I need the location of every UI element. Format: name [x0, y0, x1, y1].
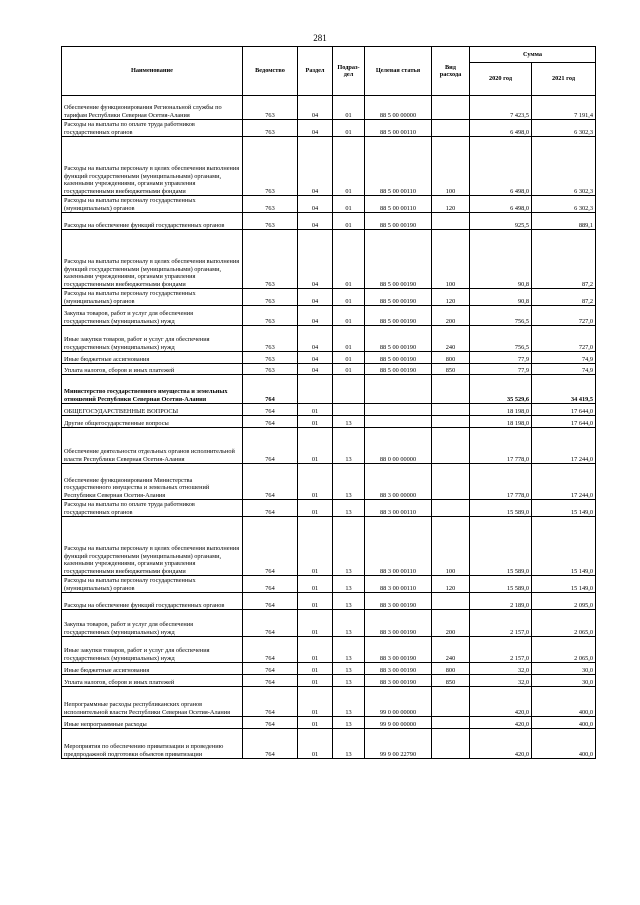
header-subsection: Подраз-дел [333, 47, 365, 96]
row-section: 01 [298, 517, 333, 576]
row-dept: 763 [243, 120, 298, 137]
row-target: 88 5 00 00190 [365, 364, 432, 375]
row-name: Непрограммные расходы республиканских органов исполнительной власти Республики Северная Осетия-Алания [62, 687, 243, 717]
row-target: 88 3 00 00190 [365, 610, 432, 637]
table-row [62, 687, 596, 717]
row-subsection: 01 [333, 364, 365, 375]
table-row [62, 352, 596, 364]
row-section: 01 [298, 729, 333, 759]
row-dept: 763 [243, 364, 298, 375]
row-section [298, 375, 333, 404]
row-section: 01 [298, 428, 333, 464]
row-sum-2021: 400,0 [532, 687, 596, 717]
row-target: 88 0 00 00000 [365, 428, 432, 464]
row-section: 01 [298, 576, 333, 593]
row-sum-2021: 400,0 [532, 729, 596, 759]
row-sum-2021: 74,9 [532, 352, 596, 364]
row-target: 88 3 00 00110 [365, 576, 432, 593]
row-expense [432, 416, 470, 428]
row-expense [432, 213, 470, 230]
row-name: Расходы на выплаты персоналу в целях обеспечения выполнения функций государственными (муниципальными) органами, казенными учреждениями, органами управления государственными внебюджетными фондами [62, 137, 243, 196]
row-dept: 764 [243, 637, 298, 663]
row-sum-2021: 6 302,3 [532, 120, 596, 137]
row-sum-2020: 15 589,0 [470, 500, 532, 517]
row-expense: 120 [432, 289, 470, 306]
row-target: 88 5 00 00000 [365, 96, 432, 120]
row-name: Расходы на выплаты по оплате труда работников государственных органов [62, 120, 243, 137]
row-section: 04 [298, 230, 333, 289]
table-row [62, 137, 596, 196]
row-expense: 120 [432, 196, 470, 213]
row-name: Иные бюджетные ассигнования [62, 663, 243, 675]
page-number: 281 [313, 33, 327, 43]
row-subsection: 13 [333, 416, 365, 428]
row-expense [432, 500, 470, 517]
row-name: Расходы на выплаты персоналу государственных (муниципальных) органов [62, 576, 243, 593]
row-sum-2020: 15 589,0 [470, 517, 532, 576]
row-section: 04 [298, 120, 333, 137]
row-sum-2021: 34 419,5 [532, 375, 596, 404]
row-sum-2021: 727,0 [532, 326, 596, 352]
row-sum-2020: 77,9 [470, 364, 532, 375]
table-row [62, 326, 596, 352]
row-sum-2020: 925,5 [470, 213, 532, 230]
header-sum: Сумма [470, 47, 596, 63]
table-row [62, 663, 596, 675]
row-dept: 763 [243, 352, 298, 364]
header-name: Наименование [62, 47, 243, 96]
row-dept: 763 [243, 196, 298, 213]
row-target: 88 5 00 00190 [365, 289, 432, 306]
row-expense: 100 [432, 137, 470, 196]
row-subsection: 01 [333, 137, 365, 196]
row-expense [432, 717, 470, 729]
row-sum-2020: 2 189,0 [470, 593, 532, 610]
row-sum-2020: 17 778,0 [470, 428, 532, 464]
row-dept: 764 [243, 416, 298, 428]
row-sum-2021: 727,0 [532, 306, 596, 326]
row-sum-2020: 7 423,5 [470, 96, 532, 120]
row-target: 88 3 00 00110 [365, 500, 432, 517]
row-name: ОБЩЕГОСУДАРСТВЕННЫЕ ВОПРОСЫ [62, 404, 243, 416]
row-expense [432, 96, 470, 120]
row-dept: 764 [243, 717, 298, 729]
row-sum-2020: 77,9 [470, 352, 532, 364]
row-sum-2021: 6 302,3 [532, 137, 596, 196]
row-expense [432, 428, 470, 464]
header-target: Целевая статья [365, 47, 432, 96]
row-section: 04 [298, 213, 333, 230]
row-subsection: 13 [333, 576, 365, 593]
row-expense: 120 [432, 576, 470, 593]
row-sum-2020: 32,0 [470, 675, 532, 687]
table-row [62, 428, 596, 464]
row-sum-2020: 420,0 [470, 729, 532, 759]
row-target: 88 5 00 00190 [365, 306, 432, 326]
row-target: 88 3 00 00110 [365, 517, 432, 576]
row-name: Иные закупки товаров, работ и услуг для обеспечения государственных (муниципальных) нужд [62, 637, 243, 663]
row-dept: 763 [243, 326, 298, 352]
table-row [62, 517, 596, 576]
row-dept: 764 [243, 500, 298, 517]
budget-table [61, 46, 596, 759]
row-name: Обеспечение функционирования Министерства государственного имущества и земельных отношений Республики Северная Осетия-Алания [62, 464, 243, 500]
table-row [62, 500, 596, 517]
row-target [365, 375, 432, 404]
row-section: 01 [298, 687, 333, 717]
row-sum-2021: 2 065,0 [532, 637, 596, 663]
row-subsection: 13 [333, 687, 365, 717]
row-subsection: 13 [333, 663, 365, 675]
row-target: 88 3 00 00190 [365, 593, 432, 610]
row-dept: 763 [243, 213, 298, 230]
row-section: 01 [298, 610, 333, 637]
row-sum-2021: 2 095,0 [532, 593, 596, 610]
row-expense: 200 [432, 610, 470, 637]
table-row [62, 364, 596, 375]
row-target: 99 9 00 22790 [365, 729, 432, 759]
row-sum-2020: 15 589,0 [470, 576, 532, 593]
row-name: Расходы на выплаты персоналу государственных (муниципальных) органов [62, 289, 243, 306]
row-expense [432, 375, 470, 404]
row-sum-2021: 17 244,0 [532, 464, 596, 500]
row-subsection: 13 [333, 675, 365, 687]
row-dept: 764 [243, 517, 298, 576]
row-name: Иные закупки товаров, работ и услуг для обеспечения государственных (муниципальных) нужд [62, 326, 243, 352]
row-expense: 240 [432, 326, 470, 352]
header-dept: Ведомство [243, 47, 298, 96]
row-sum-2021: 6 302,3 [532, 196, 596, 213]
table-row [62, 404, 596, 416]
row-dept: 764 [243, 675, 298, 687]
row-subsection: 13 [333, 610, 365, 637]
row-name: Расходы на обеспечение функций государственных органов [62, 593, 243, 610]
table-row [62, 637, 596, 663]
row-section: 04 [298, 364, 333, 375]
row-expense [432, 464, 470, 500]
row-dept: 763 [243, 306, 298, 326]
row-sum-2020: 420,0 [470, 717, 532, 729]
header-expense: Вид расхода [432, 47, 470, 96]
row-name: Расходы на выплаты персоналу государственных (муниципальных) органов [62, 196, 243, 213]
row-dept: 763 [243, 289, 298, 306]
row-section: 04 [298, 352, 333, 364]
header-year-2021: 2021 год [532, 63, 596, 96]
row-subsection: 13 [333, 500, 365, 517]
row-target: 88 3 00 00190 [365, 637, 432, 663]
row-expense [432, 404, 470, 416]
row-expense: 800 [432, 352, 470, 364]
row-sum-2020: 90,8 [470, 289, 532, 306]
row-sum-2020: 756,5 [470, 306, 532, 326]
row-section: 01 [298, 675, 333, 687]
row-expense: 240 [432, 637, 470, 663]
row-target: 99 0 00 00000 [365, 687, 432, 717]
row-expense [432, 729, 470, 759]
row-target [365, 416, 432, 428]
row-sum-2021: 30,0 [532, 675, 596, 687]
row-name: Другие общегосударственные вопросы [62, 416, 243, 428]
row-section: 04 [298, 306, 333, 326]
row-name: Иные непрограммные расходы [62, 717, 243, 729]
row-sum-2020: 2 157,0 [470, 610, 532, 637]
table-row [62, 120, 596, 137]
row-section: 04 [298, 289, 333, 306]
row-expense: 850 [432, 675, 470, 687]
row-subsection: 01 [333, 326, 365, 352]
row-section: 01 [298, 717, 333, 729]
row-expense [432, 120, 470, 137]
row-target: 88 5 00 00110 [365, 196, 432, 213]
row-section: 01 [298, 500, 333, 517]
row-target: 88 5 00 00110 [365, 137, 432, 196]
row-name: Иные бюджетные ассигнования [62, 352, 243, 364]
row-name: Расходы на выплаты персоналу в целях обеспечения выполнения функций государственными (муниципальными) органами, казенными учреждениями, органами управления государственными внебюджетными фондами [62, 517, 243, 576]
row-sum-2021: 87,2 [532, 230, 596, 289]
row-subsection: 01 [333, 289, 365, 306]
row-subsection: 13 [333, 517, 365, 576]
row-sum-2021: 30,0 [532, 663, 596, 675]
row-sum-2020: 18 198,0 [470, 404, 532, 416]
row-section: 04 [298, 137, 333, 196]
row-name: Министерство государственного имущества и земельных отношений Республики Северная Осетия-Алания [62, 375, 243, 404]
row-subsection: 13 [333, 428, 365, 464]
row-section: 04 [298, 196, 333, 213]
row-sum-2020: 35 529,6 [470, 375, 532, 404]
row-sum-2020: 6 498,0 [470, 120, 532, 137]
row-subsection: 01 [333, 352, 365, 364]
row-subsection: 01 [333, 230, 365, 289]
row-name: Расходы на обеспечение функций государственных органов [62, 213, 243, 230]
row-subsection: 13 [333, 464, 365, 500]
table-row [62, 576, 596, 593]
row-sum-2021: 889,1 [532, 213, 596, 230]
row-dept: 764 [243, 375, 298, 404]
row-sum-2020: 6 498,0 [470, 196, 532, 213]
row-dept: 763 [243, 96, 298, 120]
row-sum-2020: 18 198,0 [470, 416, 532, 428]
row-name: Расходы на выплаты персоналу в целях обеспечения выполнения функций государственными (муниципальными) органами, казенными учреждениями, органами управления государственными внебюджетными фондами [62, 230, 243, 289]
row-target: 88 5 00 00190 [365, 326, 432, 352]
row-sum-2020: 2 157,0 [470, 637, 532, 663]
row-section: 01 [298, 663, 333, 675]
row-section: 01 [298, 637, 333, 663]
row-sum-2021: 17 644,0 [532, 416, 596, 428]
row-target: 88 5 00 00110 [365, 120, 432, 137]
row-sum-2021: 7 191,4 [532, 96, 596, 120]
row-expense: 800 [432, 663, 470, 675]
table-row [62, 464, 596, 500]
row-target [365, 404, 432, 416]
table-row [62, 593, 596, 610]
row-dept: 764 [243, 576, 298, 593]
table-row [62, 375, 596, 404]
table-row [62, 306, 596, 326]
row-sum-2021: 17 244,0 [532, 428, 596, 464]
table-row [62, 675, 596, 687]
row-subsection: 13 [333, 637, 365, 663]
row-subsection: 13 [333, 717, 365, 729]
row-name: Обеспечение функционирования Региональной службы по тарифам Республики Северная Осетия-Алания [62, 96, 243, 120]
row-expense [432, 593, 470, 610]
row-sum-2021: 17 644,0 [532, 404, 596, 416]
table-row [62, 213, 596, 230]
row-name: Обеспечение деятельности отдельных органов исполнительной власти Республики Северная Осетия-Алания [62, 428, 243, 464]
row-sum-2021: 15 149,0 [532, 500, 596, 517]
row-subsection: 01 [333, 120, 365, 137]
row-section: 01 [298, 416, 333, 428]
row-name: Закупка товаров, работ и услуг для обеспечения государственных (муниципальных) нужд [62, 306, 243, 326]
row-section: 04 [298, 326, 333, 352]
row-subsection: 13 [333, 593, 365, 610]
row-target: 88 3 00 00190 [365, 675, 432, 687]
row-dept: 764 [243, 428, 298, 464]
row-target: 99 9 00 00000 [365, 717, 432, 729]
row-target: 88 5 00 00190 [365, 230, 432, 289]
row-dept: 764 [243, 464, 298, 500]
row-dept: 763 [243, 230, 298, 289]
row-section: 01 [298, 593, 333, 610]
row-target: 88 5 00 00190 [365, 213, 432, 230]
row-expense [432, 687, 470, 717]
row-dept: 764 [243, 663, 298, 675]
row-sum-2021: 15 149,0 [532, 576, 596, 593]
row-section: 01 [298, 464, 333, 500]
row-sum-2021: 74,9 [532, 364, 596, 375]
row-sum-2021: 15 149,0 [532, 517, 596, 576]
row-expense: 850 [432, 364, 470, 375]
row-sum-2021: 400,0 [532, 717, 596, 729]
row-dept: 764 [243, 729, 298, 759]
row-name: Уплата налогов, сборов и иных платежей [62, 675, 243, 687]
header-section: Раздел [298, 47, 333, 96]
row-name: Мероприятия по обеспечению приватизации и проведению предпродажной подготовки объектов приватизации [62, 729, 243, 759]
table-row [62, 729, 596, 759]
row-subsection: 01 [333, 96, 365, 120]
row-dept: 764 [243, 404, 298, 416]
row-target: 88 3 00 00000 [365, 464, 432, 500]
row-dept: 764 [243, 687, 298, 717]
header-year-2020: 2020 год [470, 63, 532, 96]
row-subsection: 01 [333, 196, 365, 213]
row-expense: 200 [432, 306, 470, 326]
row-name: Уплата налогов, сборов и иных платежей [62, 364, 243, 375]
table-row [62, 717, 596, 729]
row-target: 88 5 00 00190 [365, 352, 432, 364]
row-name: Закупка товаров, работ и услуг для обеспечения государственных (муниципальных) нужд [62, 610, 243, 637]
row-subsection [333, 375, 365, 404]
row-sum-2021: 2 065,0 [532, 610, 596, 637]
row-expense: 100 [432, 230, 470, 289]
row-expense: 100 [432, 517, 470, 576]
row-dept: 764 [243, 610, 298, 637]
row-subsection: 13 [333, 729, 365, 759]
row-sum-2020: 17 778,0 [470, 464, 532, 500]
row-section: 01 [298, 404, 333, 416]
table-row [62, 416, 596, 428]
row-subsection: 01 [333, 306, 365, 326]
row-dept: 763 [243, 137, 298, 196]
row-sum-2020: 756,5 [470, 326, 532, 352]
table-row [62, 196, 596, 213]
row-sum-2021: 87,2 [532, 289, 596, 306]
table-row [62, 610, 596, 637]
row-sum-2020: 32,0 [470, 663, 532, 675]
table-body [62, 96, 596, 759]
row-dept: 764 [243, 593, 298, 610]
row-subsection: 01 [333, 213, 365, 230]
row-target: 88 3 00 00190 [365, 663, 432, 675]
row-sum-2020: 6 498,0 [470, 137, 532, 196]
table-row [62, 230, 596, 289]
table-row [62, 96, 596, 120]
row-name: Расходы на выплаты по оплате труда работников государственных органов [62, 500, 243, 517]
row-subsection [333, 404, 365, 416]
row-section: 04 [298, 96, 333, 120]
row-sum-2020: 420,0 [470, 687, 532, 717]
row-sum-2020: 90,8 [470, 230, 532, 289]
table-row [62, 289, 596, 306]
